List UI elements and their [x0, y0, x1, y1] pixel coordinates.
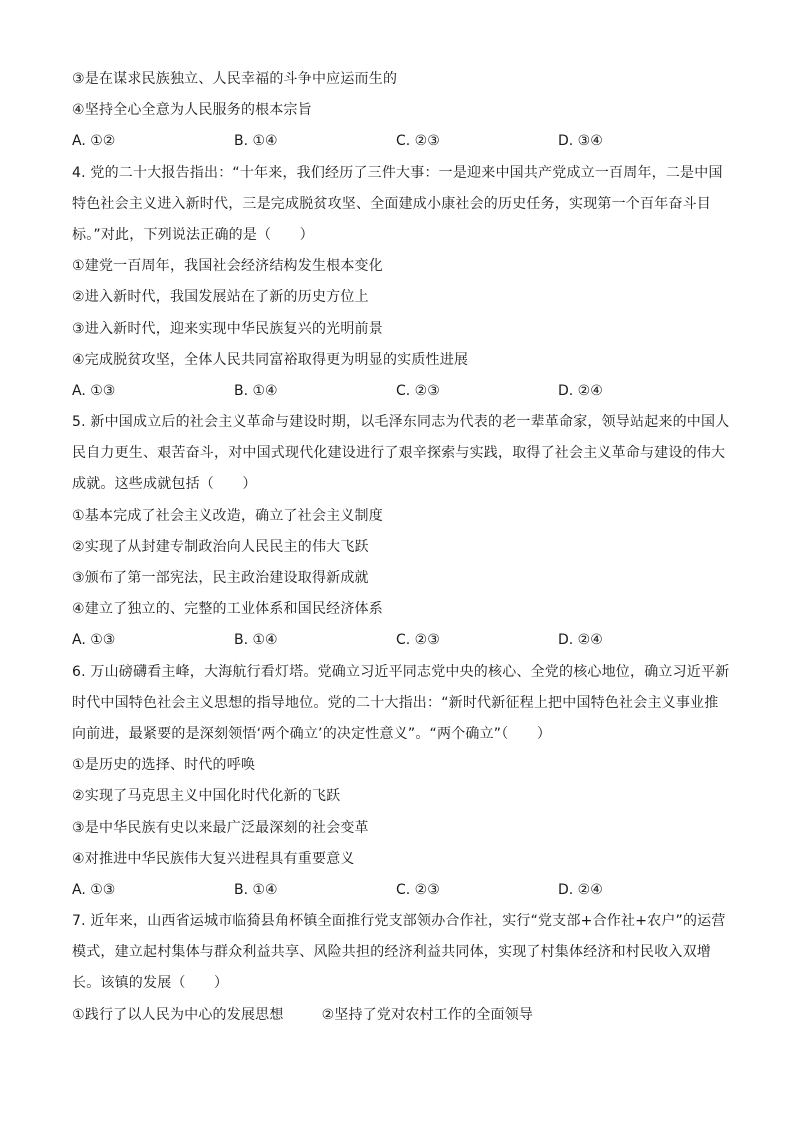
exam-page [72, 64, 732, 1031]
q5-option-d: D. ②④ [558, 632, 603, 649]
q4-stem-line-1: 4. 党的二十大报告指出：“十年来，我们经历了三件大事：一是迎来中国共产党成立一百周年，二是中国 [72, 164, 723, 181]
q5-option-c: C. ②③ [396, 632, 440, 649]
question-5 [72, 407, 732, 657]
q5-option-b: B. ①④ [234, 632, 278, 649]
q5-item-4: ④建立了独立的、完整的工业体系和国民经济体系 [72, 601, 383, 618]
q5-item-2: ②实现了从封建专制政治向人民民主的伟大飞跃 [72, 538, 369, 555]
q5-item-3: ③颁布了第一部宪法，民主政治建设取得新成就 [72, 570, 369, 586]
q4-item-2: ②进入新时代，我国发展站在了新的历史方位上 [72, 289, 369, 306]
q7-items-row [72, 1000, 732, 1031]
q6-item-2: ②实现了马克思主义中国化时代化新的飞跃 [72, 788, 341, 805]
q7-item-1: ①践行了以人民为中心的发展思想 [72, 1006, 284, 1023]
question-7 [72, 906, 732, 1031]
q6-option-c: C. ②③ [396, 881, 440, 898]
q6-stem-line-1: 6. 万山磅礴看主峰，大海航行看灯塔。党确立习近平同志党中央的核心、全党的核心地位，确立习近平新 [72, 663, 730, 680]
q4-option-a: A. ①③ [72, 382, 116, 399]
question-4 [72, 158, 732, 408]
q4-item-4: ④完成脱贫攻坚，全体人民共同富裕取得更为明显的实质性进展 [72, 351, 469, 368]
q3-options [72, 126, 732, 157]
q3-option-c: C. ②③ [396, 133, 440, 150]
q6-item-1: ①是历史的选择、时代的呼唤 [72, 757, 256, 774]
q4-item-1: ①建党一百周年，我国社会经济结构发生根本变化 [72, 258, 383, 275]
q5-item-1: ①基本完成了社会主义改造，确立了社会主义制度 [72, 507, 383, 524]
q3-item-4: ④坚持全心全意为人民服务的根本宗旨 [72, 102, 312, 119]
q6-option-b: B. ①④ [234, 881, 278, 898]
q4-stem-line-3: 标。”对此，下列说法正确的是（ ） [72, 226, 314, 243]
question-6 [72, 657, 732, 907]
q3-option-b: B. ①④ [234, 133, 278, 150]
q4-option-d: D. ②④ [558, 382, 603, 399]
q6-item-3: ③是中华民族有史以来最广泛最深刻的社会变革 [72, 819, 369, 836]
q6-option-d: D. ②④ [558, 881, 603, 898]
q7-item-gap [284, 1000, 322, 1031]
q5-options [72, 625, 732, 656]
q6-stem-line-3: 向前进，最紧要的是深刻领悟‘两个确立’的决定性意义”。“两个确立”（ ） [72, 725, 552, 742]
q5-stem-line-3: 成就。这些成就包括（ ） [72, 476, 257, 493]
q4-options [72, 376, 732, 407]
q4-option-c: C. ②③ [396, 382, 440, 399]
q4-stem-line-2: 特色社会主义进入新时代，三是完成脱贫攻坚、全面建成小康社会的历史任务，实现第一个百年奋斗目 [72, 195, 711, 212]
q6-stem-line-2: 时代中国特色社会主义思想的指导地位。党的二十大指出：“新时代新征程上把中国特色社会主义事业推 [72, 694, 719, 711]
q7-stem-line-1: 7. 近年来，山西省运城市临猗县角杯镇全面推行党支部领办合作社，实行“党支部+合作社+农户”的运营 [72, 913, 726, 930]
q4-item-3: ③进入新时代，迎来实现中华民族复兴的光明前景 [72, 320, 383, 337]
q4-option-b: B. ①④ [234, 382, 278, 399]
q6-options [72, 875, 732, 906]
q5-stem-line-1: 5. 新中国成立后的社会主义革命与建设时期，以毛泽东同志为代表的老一辈革命家，领导站起来的中国人 [72, 414, 730, 431]
q7-item-2: ②坚持了党对农村工作的全面领导 [321, 1006, 534, 1023]
q6-item-4: ④对推进中华民族伟大复兴进程具有重要意义 [72, 850, 355, 867]
q5-stem-line-2: 民自力更生、艰苦奋斗，对中国式现代化建设进行了艰辛探索与实践，取得了社会主义革命与建设的伟大 [72, 445, 726, 462]
q7-stem-line-3: 长。该镇的发展（ ） [72, 975, 229, 992]
q6-option-a: A. ①③ [72, 881, 116, 898]
q3-item-3: ③是在谋求民族独立、人民幸福的斗争中应运而生的 [72, 71, 398, 87]
q3-option-d: D. ③④ [558, 133, 603, 150]
question-3-tail [72, 64, 732, 158]
q7-stem-line-2: 模式，建立起村集体与群众利益共享、风险共担的经济利益共同体，实现了村集体经济和村民收入双增 [72, 944, 711, 961]
q5-option-a: A. ①③ [72, 632, 116, 649]
q3-option-a: A. ①② [72, 133, 116, 150]
